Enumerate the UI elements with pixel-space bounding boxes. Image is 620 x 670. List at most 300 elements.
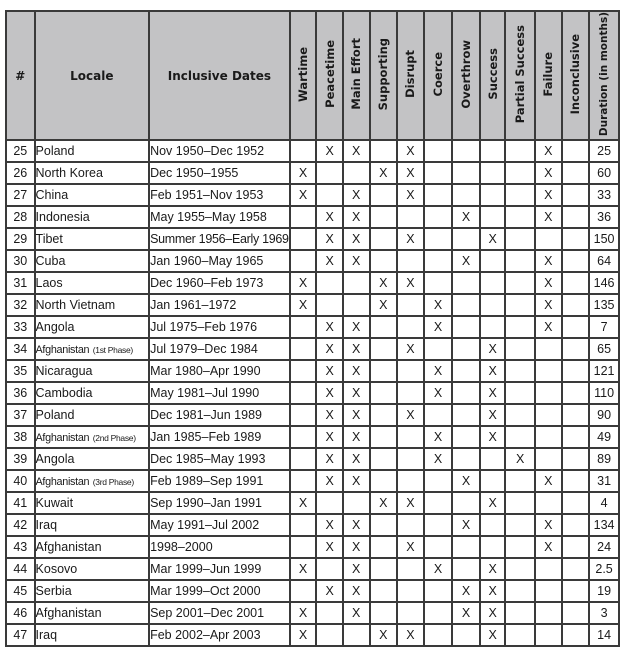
- cell-disrupt: [397, 558, 424, 580]
- cell-main-effort: [343, 316, 370, 338]
- cell-wartime: [290, 184, 317, 206]
- cell-inconclusive: [562, 250, 590, 272]
- x-mark: X: [544, 144, 553, 159]
- row-duration: 14: [589, 624, 619, 646]
- row-locale: [35, 580, 150, 602]
- cell-supporting: [370, 140, 398, 162]
- x-mark: X: [379, 628, 388, 643]
- cell-overthrow: [452, 536, 480, 558]
- row-duration: 33: [589, 184, 619, 206]
- header-row: [6, 11, 619, 140]
- cell-partial-success: [505, 316, 535, 338]
- cell-partial-success: [505, 338, 535, 360]
- cell-main-effort: [343, 162, 370, 184]
- header-label: Supporting: [376, 37, 391, 111]
- cell-coerce: [424, 316, 453, 338]
- cell-success: [480, 470, 506, 492]
- cell-partial-success: [505, 206, 535, 228]
- x-mark: X: [325, 320, 334, 335]
- x-mark: X: [433, 562, 443, 577]
- cell-supporting: [370, 316, 398, 338]
- row-locale: [35, 162, 150, 184]
- cell-inconclusive: [562, 404, 590, 426]
- header-overthrow: [452, 11, 480, 140]
- cell-coerce: [424, 140, 453, 162]
- cell-partial-success: [505, 294, 535, 316]
- cell-wartime: [290, 228, 317, 250]
- cell-failure: [535, 250, 562, 272]
- table-row: [6, 448, 619, 470]
- x-mark: X: [379, 496, 388, 511]
- cell-failure: [535, 228, 562, 250]
- header-label: Peacetime: [322, 40, 337, 108]
- cell-success: [480, 228, 506, 250]
- header-wartime: [290, 11, 317, 140]
- row-locale: [35, 448, 150, 470]
- cell-overthrow: [452, 382, 480, 404]
- x-mark: X: [325, 540, 334, 555]
- x-mark: X: [298, 606, 308, 621]
- cell-peacetime: [316, 162, 343, 184]
- x-mark: X: [325, 364, 334, 379]
- x-mark: X: [298, 628, 308, 643]
- locale-name: Poland: [35, 408, 75, 423]
- cell-disrupt: [397, 338, 424, 360]
- row-number: 33: [6, 316, 35, 338]
- header-peacetime: [316, 11, 343, 140]
- cell-main-effort: [343, 228, 370, 250]
- cell-supporting: [370, 580, 398, 602]
- row-locale: [35, 338, 150, 360]
- row-locale: [35, 536, 150, 558]
- x-mark: X: [406, 408, 415, 423]
- cell-success: [480, 250, 506, 272]
- locale-name: Afghanistan: [35, 606, 102, 621]
- cell-supporting: [370, 228, 398, 250]
- x-mark: X: [544, 518, 553, 533]
- cell-main-effort: [343, 580, 370, 602]
- cell-overthrow: [452, 514, 480, 536]
- row-number: 39: [6, 448, 35, 470]
- row-locale: [35, 470, 150, 492]
- cell-wartime: [290, 206, 317, 228]
- row-number: 26: [6, 162, 35, 184]
- cell-coerce: [424, 470, 453, 492]
- cell-main-effort: [343, 272, 370, 294]
- locale-name: Cuba: [35, 254, 66, 269]
- cell-peacetime: [316, 536, 343, 558]
- x-mark: X: [406, 144, 415, 159]
- row-dates: Nov 1950–Dec 1952: [149, 140, 290, 162]
- x-mark: X: [352, 540, 361, 555]
- row-locale: [35, 492, 150, 514]
- cell-main-effort: [343, 294, 370, 316]
- locale-name: Iraq: [35, 518, 58, 533]
- cell-failure: [535, 294, 562, 316]
- row-number: 25: [6, 140, 35, 162]
- cell-failure: [535, 602, 562, 624]
- cell-wartime: [290, 250, 317, 272]
- cell-coerce: [424, 382, 453, 404]
- table-row: [6, 162, 619, 184]
- locale-name: Afghanistan: [35, 476, 90, 489]
- row-locale: [35, 250, 150, 272]
- row-duration: 110: [589, 382, 619, 404]
- cell-supporting: [370, 184, 398, 206]
- table-body: [6, 140, 619, 646]
- x-mark: X: [544, 210, 553, 225]
- cell-coerce: [424, 162, 453, 184]
- header-num: [6, 11, 35, 140]
- cell-coerce: [424, 514, 453, 536]
- cell-success: [480, 448, 506, 470]
- header-label: Success: [485, 48, 500, 100]
- cell-overthrow: [452, 140, 480, 162]
- row-dates: May 1955–May 1958: [149, 206, 290, 228]
- header-partial-success: [505, 11, 535, 140]
- x-mark: X: [352, 606, 361, 621]
- locale-name: Angola: [35, 452, 75, 467]
- cell-supporting: [370, 558, 398, 580]
- cell-main-effort: [343, 404, 370, 426]
- cell-wartime: [290, 272, 317, 294]
- x-mark: X: [298, 562, 308, 577]
- cell-inconclusive: [562, 184, 590, 206]
- cell-wartime: [290, 624, 317, 646]
- x-mark: X: [352, 584, 361, 599]
- x-mark: X: [352, 210, 361, 225]
- x-mark: X: [352, 474, 361, 489]
- locale-name: Iraq: [35, 628, 58, 643]
- row-number: 38: [6, 426, 35, 448]
- x-mark: X: [298, 298, 308, 313]
- header-label: Disrupt: [403, 50, 418, 99]
- locale-name: Afghanistan: [35, 432, 90, 445]
- row-locale: [35, 360, 150, 382]
- cell-coerce: [424, 602, 453, 624]
- locale-name: Serbia: [35, 584, 72, 599]
- cell-coerce: [424, 448, 453, 470]
- x-mark: X: [461, 254, 471, 269]
- cell-partial-success: [505, 580, 535, 602]
- cell-inconclusive: [562, 426, 590, 448]
- cell-main-effort: [343, 536, 370, 558]
- cell-failure: [535, 316, 562, 338]
- header-locale-label: Locale: [70, 68, 114, 83]
- row-duration: 60: [589, 162, 619, 184]
- x-mark: X: [488, 386, 497, 401]
- cell-supporting: [370, 536, 398, 558]
- locale-name: Kuwait: [35, 496, 74, 511]
- cell-peacetime: [316, 448, 343, 470]
- cell-wartime: [290, 338, 317, 360]
- row-dates: 1998–2000: [149, 536, 290, 558]
- row-locale: [35, 426, 150, 448]
- cell-partial-success: [505, 184, 535, 206]
- cell-wartime: [290, 580, 317, 602]
- cell-partial-success: [505, 624, 535, 646]
- header-main-effort: [343, 11, 370, 140]
- cell-main-effort: [343, 602, 370, 624]
- x-mark: X: [406, 496, 415, 511]
- row-locale: [35, 602, 150, 624]
- x-mark: X: [544, 254, 553, 269]
- row-dates: May 1981–Jul 1990: [149, 382, 290, 404]
- row-duration: 121: [589, 360, 619, 382]
- row-duration: 24: [589, 536, 619, 558]
- row-duration: 135: [589, 294, 619, 316]
- table-row: [6, 140, 619, 162]
- row-number: 47: [6, 624, 35, 646]
- x-mark: X: [325, 210, 334, 225]
- cell-inconclusive: [562, 228, 590, 250]
- cell-supporting: [370, 360, 398, 382]
- cell-wartime: [290, 514, 317, 536]
- cell-failure: [535, 382, 562, 404]
- table-row: [6, 624, 619, 646]
- row-duration: 19: [589, 580, 619, 602]
- x-mark: X: [352, 254, 361, 269]
- cell-coerce: [424, 360, 453, 382]
- cell-peacetime: [316, 514, 343, 536]
- cell-failure: [535, 404, 562, 426]
- table-row: [6, 558, 619, 580]
- cell-failure: [535, 514, 562, 536]
- cell-overthrow: [452, 250, 480, 272]
- cell-coerce: [424, 228, 453, 250]
- header-label: Coerce: [430, 51, 445, 97]
- cell-peacetime: [316, 250, 343, 272]
- row-dates: Feb 1951–Nov 1953: [149, 184, 290, 206]
- cell-overthrow: [452, 360, 480, 382]
- cell-success: [480, 558, 506, 580]
- cell-partial-success: [505, 382, 535, 404]
- cell-inconclusive: [562, 492, 590, 514]
- cell-success: [480, 184, 506, 206]
- x-mark: X: [461, 606, 471, 621]
- cell-inconclusive: [562, 206, 590, 228]
- row-number: 36: [6, 382, 35, 404]
- x-mark: X: [352, 452, 361, 467]
- cell-partial-success: [505, 272, 535, 294]
- cell-peacetime: [316, 602, 343, 624]
- cell-peacetime: [316, 206, 343, 228]
- table-row: [6, 184, 619, 206]
- cell-partial-success: [505, 360, 535, 382]
- cell-wartime: [290, 360, 317, 382]
- x-mark: X: [433, 364, 443, 379]
- row-number: 28: [6, 206, 35, 228]
- cell-partial-success: [505, 448, 535, 470]
- cell-overthrow: [452, 294, 480, 316]
- x-mark: X: [325, 342, 334, 357]
- cell-supporting: [370, 448, 398, 470]
- locale-phase: (1st Phase): [92, 345, 133, 356]
- header-supporting: [370, 11, 398, 140]
- x-mark: X: [352, 320, 361, 335]
- row-locale: [35, 184, 150, 206]
- row-duration: 25: [589, 140, 619, 162]
- row-locale: [35, 140, 150, 162]
- cell-inconclusive: [562, 602, 590, 624]
- header-num-label: #: [15, 68, 26, 83]
- cell-coerce: [424, 558, 453, 580]
- cell-disrupt: [397, 404, 424, 426]
- cell-partial-success: [505, 558, 535, 580]
- row-duration: 36: [589, 206, 619, 228]
- cell-wartime: [290, 602, 317, 624]
- row-locale: [35, 558, 150, 580]
- cell-disrupt: [397, 470, 424, 492]
- cell-inconclusive: [562, 294, 590, 316]
- cell-disrupt: [397, 294, 424, 316]
- cell-inconclusive: [562, 536, 590, 558]
- row-dates: Mar 1999–Jun 1999: [149, 558, 290, 580]
- row-duration: 2.5: [589, 558, 619, 580]
- x-mark: X: [352, 342, 361, 357]
- cell-failure: [535, 338, 562, 360]
- row-number: 27: [6, 184, 35, 206]
- cell-supporting: [370, 426, 398, 448]
- cell-main-effort: [343, 448, 370, 470]
- x-mark: X: [433, 430, 443, 445]
- cell-peacetime: [316, 382, 343, 404]
- row-dates: Jan 1960–May 1965: [149, 250, 290, 272]
- cell-coerce: [424, 338, 453, 360]
- cell-success: [480, 360, 506, 382]
- x-mark: X: [352, 188, 361, 203]
- cell-overthrow: [452, 558, 480, 580]
- cell-inconclusive: [562, 514, 590, 536]
- cell-partial-success: [505, 426, 535, 448]
- cell-success: [480, 206, 506, 228]
- cell-main-effort: [343, 360, 370, 382]
- header-dates: [149, 11, 290, 140]
- table-row: [6, 316, 619, 338]
- row-number: 41: [6, 492, 35, 514]
- cell-partial-success: [505, 514, 535, 536]
- table-row: [6, 206, 619, 228]
- cell-peacetime: [316, 184, 343, 206]
- cell-disrupt: [397, 536, 424, 558]
- cell-success: [480, 272, 506, 294]
- cell-inconclusive: [562, 272, 590, 294]
- cell-coerce: [424, 536, 453, 558]
- x-mark: X: [488, 584, 497, 599]
- x-mark: X: [461, 584, 471, 599]
- x-mark: X: [406, 232, 415, 247]
- cell-peacetime: [316, 338, 343, 360]
- cell-failure: [535, 470, 562, 492]
- cell-success: [480, 580, 506, 602]
- table-row: [6, 338, 619, 360]
- cell-supporting: [370, 382, 398, 404]
- cell-overthrow: [452, 602, 480, 624]
- cell-main-effort: [343, 426, 370, 448]
- x-mark: X: [544, 276, 553, 291]
- cell-coerce: [424, 580, 453, 602]
- x-mark: X: [488, 496, 497, 511]
- locale-name: North Korea: [35, 166, 103, 181]
- locale-name: North Vietnam: [35, 298, 116, 313]
- cell-supporting: [370, 492, 398, 514]
- cell-main-effort: [343, 338, 370, 360]
- header-label: Partial Success: [513, 24, 528, 124]
- cell-success: [480, 316, 506, 338]
- row-number: 32: [6, 294, 35, 316]
- cell-failure: [535, 360, 562, 382]
- locale-name: China: [35, 188, 69, 203]
- cell-failure: [535, 206, 562, 228]
- cell-main-effort: [343, 470, 370, 492]
- cell-success: [480, 338, 506, 360]
- cell-inconclusive: [562, 558, 590, 580]
- locale-name: Nicaragua: [35, 364, 93, 379]
- row-number: 42: [6, 514, 35, 536]
- row-dates: Mar 1980–Apr 1990: [149, 360, 290, 382]
- cell-success: [480, 426, 506, 448]
- cell-supporting: [370, 338, 398, 360]
- cell-disrupt: [397, 580, 424, 602]
- x-mark: X: [406, 540, 415, 555]
- row-number: 35: [6, 360, 35, 382]
- x-mark: X: [379, 276, 388, 291]
- x-mark: X: [352, 518, 361, 533]
- table-row: [6, 228, 619, 250]
- cell-main-effort: [343, 250, 370, 272]
- cell-inconclusive: [562, 162, 590, 184]
- cell-supporting: [370, 404, 398, 426]
- x-mark: X: [544, 320, 553, 335]
- cell-wartime: [290, 470, 317, 492]
- locale-name: Afghanistan: [35, 540, 102, 555]
- x-mark: X: [298, 188, 308, 203]
- cell-inconclusive: [562, 338, 590, 360]
- header-duration-label: Duration (in months): [598, 12, 611, 137]
- x-mark: X: [406, 342, 415, 357]
- cell-peacetime: [316, 492, 343, 514]
- cell-wartime: [290, 294, 317, 316]
- x-mark: X: [379, 298, 388, 313]
- row-number: 44: [6, 558, 35, 580]
- cell-coerce: [424, 184, 453, 206]
- x-mark: X: [352, 144, 361, 159]
- x-mark: X: [325, 254, 334, 269]
- row-dates: Feb 2002–Apr 2003: [149, 624, 290, 646]
- cell-overthrow: [452, 184, 480, 206]
- cell-disrupt: [397, 624, 424, 646]
- x-mark: X: [516, 452, 525, 467]
- row-number: 29: [6, 228, 35, 250]
- cell-supporting: [370, 162, 398, 184]
- cell-disrupt: [397, 206, 424, 228]
- x-mark: X: [488, 562, 497, 577]
- row-number: 46: [6, 602, 35, 624]
- x-mark: X: [488, 408, 497, 423]
- cell-failure: [535, 558, 562, 580]
- row-locale: [35, 382, 150, 404]
- x-mark: X: [461, 474, 471, 489]
- row-locale: [35, 404, 150, 426]
- cell-peacetime: [316, 624, 343, 646]
- row-number: 30: [6, 250, 35, 272]
- cell-failure: [535, 184, 562, 206]
- cell-success: [480, 624, 506, 646]
- cell-disrupt: [397, 426, 424, 448]
- cell-failure: [535, 536, 562, 558]
- cell-inconclusive: [562, 624, 590, 646]
- x-mark: X: [352, 562, 361, 577]
